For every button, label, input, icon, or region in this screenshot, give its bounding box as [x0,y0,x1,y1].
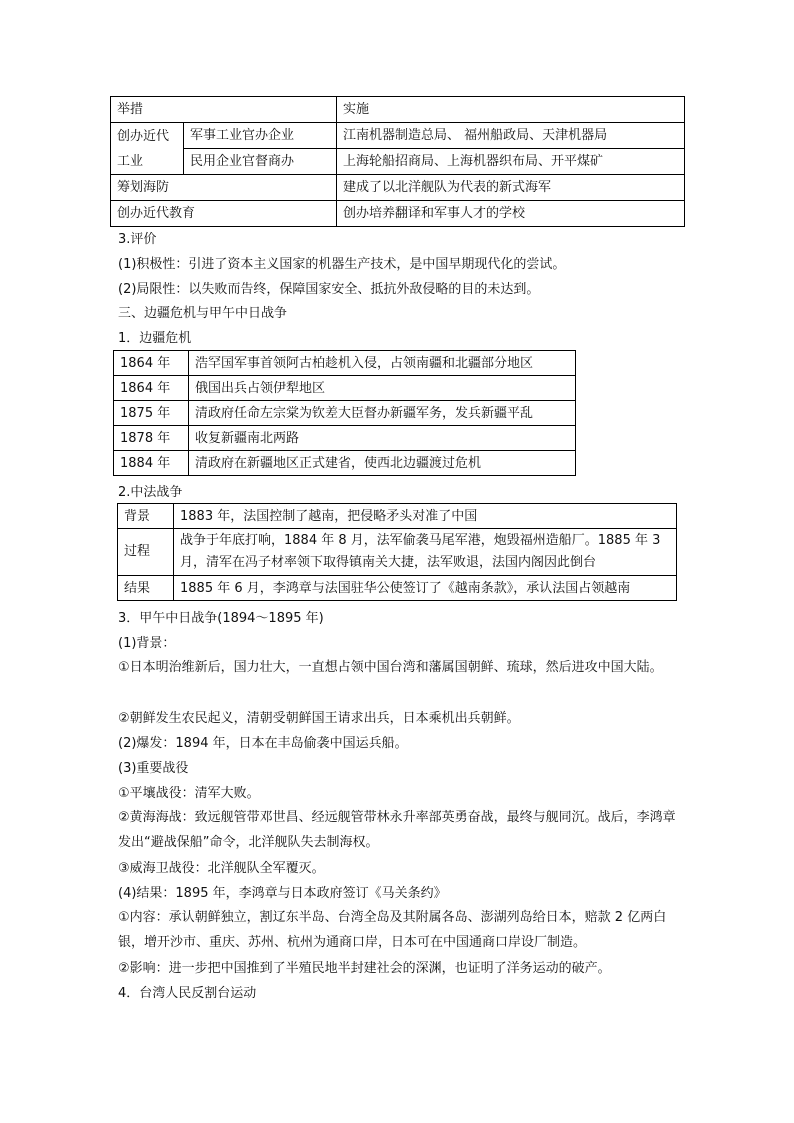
label-cell: 结果 [118,576,174,601]
impl-cell: 建成了以北洋舰队为代表的新式海军 [337,175,685,201]
taiwan-heading: 4．台湾人民反割台运动 [118,986,257,1001]
table-row [111,175,685,201]
group-cell: 创办近代工业 [111,123,184,175]
background-heading: (1)背景： [118,636,176,651]
label-cell: 背景 [118,504,174,529]
label-cell: 过程 [118,529,174,576]
sino-french-heading: 2.中法战争 [118,485,183,500]
background-point-2: ②朝鲜发生农民起义，清朝受朝鲜国王请求出兵，日本乘机出兵朝鲜。 [118,711,520,726]
table-row [114,451,576,476]
header-measure: 举措 [111,97,337,123]
eval-heading: 3.评价 [118,232,157,247]
treaty-impact: ②影响：进一步把中国推到了半殖民地半封建社会的深渊，也证明了洋务运动的破产。 [118,961,611,976]
table-row [111,149,685,175]
year-cell: 1884 年 [114,451,189,476]
battle-3: ③威海卫战役：北洋舰队全军覆灭。 [118,861,325,876]
result-heading: (4)结果：1895 年，李鸿章与日本政府签订《马关条约》 [118,886,447,901]
table-row [118,504,677,529]
sino-french-table [117,503,677,601]
eval-positive: (1)积极性：引进了资本主义国家的机器生产技术，是中国早期现代化的尝试。 [118,257,566,272]
sub-cell: 军事工业官办企业 [184,123,337,149]
impl-cell: 江南机器制造总局、 福州船政局、天津机器局 [337,123,685,149]
header-implementation: 实施 [337,97,685,123]
text-cell: 战争于年底打响，1884 年 8 月，法军偷袭马尾军港，炮毁福州造船厂。1885 年 3 月，清军在冯子材率领下取得镇南关大捷，法军败退，法国内阁因此倒台 [174,529,677,576]
year-cell: 1864 年 [114,376,189,401]
event-cell: 浩罕国军事首领阿古柏趁机入侵，占领南疆和北疆部分地区 [189,351,576,376]
year-cell: 1878 年 [114,426,189,451]
table-row [114,376,576,401]
event-cell: 俄国出兵占领伊犁地区 [189,376,576,401]
section-title: 三、边疆危机与甲午中日战争 [118,306,288,321]
sino-japanese-heading: 3．甲午中日战争(1894～1895 年) [118,611,324,626]
outbreak-text: (2)爆发：1894 年，日本在丰岛偷袭中国运兵船。 [118,736,408,751]
year-cell: 1875 年 [114,401,189,426]
table-row [118,576,677,601]
year-cell: 1864 年 [114,351,189,376]
group-cell: 创办近代教育 [111,201,337,227]
sub-cell: 民用企业官督商办 [184,149,337,175]
battle-1: ①平壤战役：清军大败。 [118,786,260,801]
frontier-table [113,350,576,476]
table-row [111,123,685,149]
event-cell: 清政府在新疆地区正式建省，使西北边疆渡过危机 [189,451,576,476]
battle-2: ②黄海海战：致远舰管带邓世昌、经远舰管带林永升率部英勇奋战，最终与舰同沉。战后，李鸿章发出“避战保船”命令，北洋舰队失去制海权。 [118,810,676,850]
treaty-content: ①内容：承认朝鲜独立，割辽东半岛、台湾全岛及其附属各岛、澎湖列岛给日本，赔款 2 亿两白银，增开沙市、重庆、苏州、杭州为通商口岸，日本可在中国通商口岸设厂制造。 [118,910,667,950]
table-row [114,426,576,451]
table-header-row [111,97,685,123]
frontier-heading: 1．边疆危机 [118,331,192,346]
group-cell: 筹划海防 [111,175,337,201]
table-row [114,401,576,426]
table-row [114,351,576,376]
impl-cell: 上海轮船招商局、上海机器织布局、开平煤矿 [337,149,685,175]
impl-cell: 创办培养翻译和军事人才的学校 [337,201,685,227]
text-cell: 1885 年 6 月，李鸿章与法国驻华公使签订了《越南条款》，承认法国占领越南 [174,576,677,601]
event-cell: 清政府任命左宗棠为钦差大臣督办新疆军务，发兵新疆平乱 [189,401,576,426]
event-cell: 收复新疆南北两路 [189,426,576,451]
eval-limitation: (2)局限性：以失败而告终，保障国家安全、抵抗外敌侵略的目的未达到。 [118,282,540,297]
measures-table [110,96,685,227]
table-row [111,201,685,227]
background-point-1: ①日本明治维新后，国力壮大，一直想占领中国台湾和藩属国朝鲜、琉球，然后进攻中国大陆。 [118,660,663,675]
battles-heading: (3)重要战役 [118,761,189,776]
text-cell: 1883 年，法国控制了越南，把侵略矛头对准了中国 [174,504,677,529]
table-row [118,529,677,576]
